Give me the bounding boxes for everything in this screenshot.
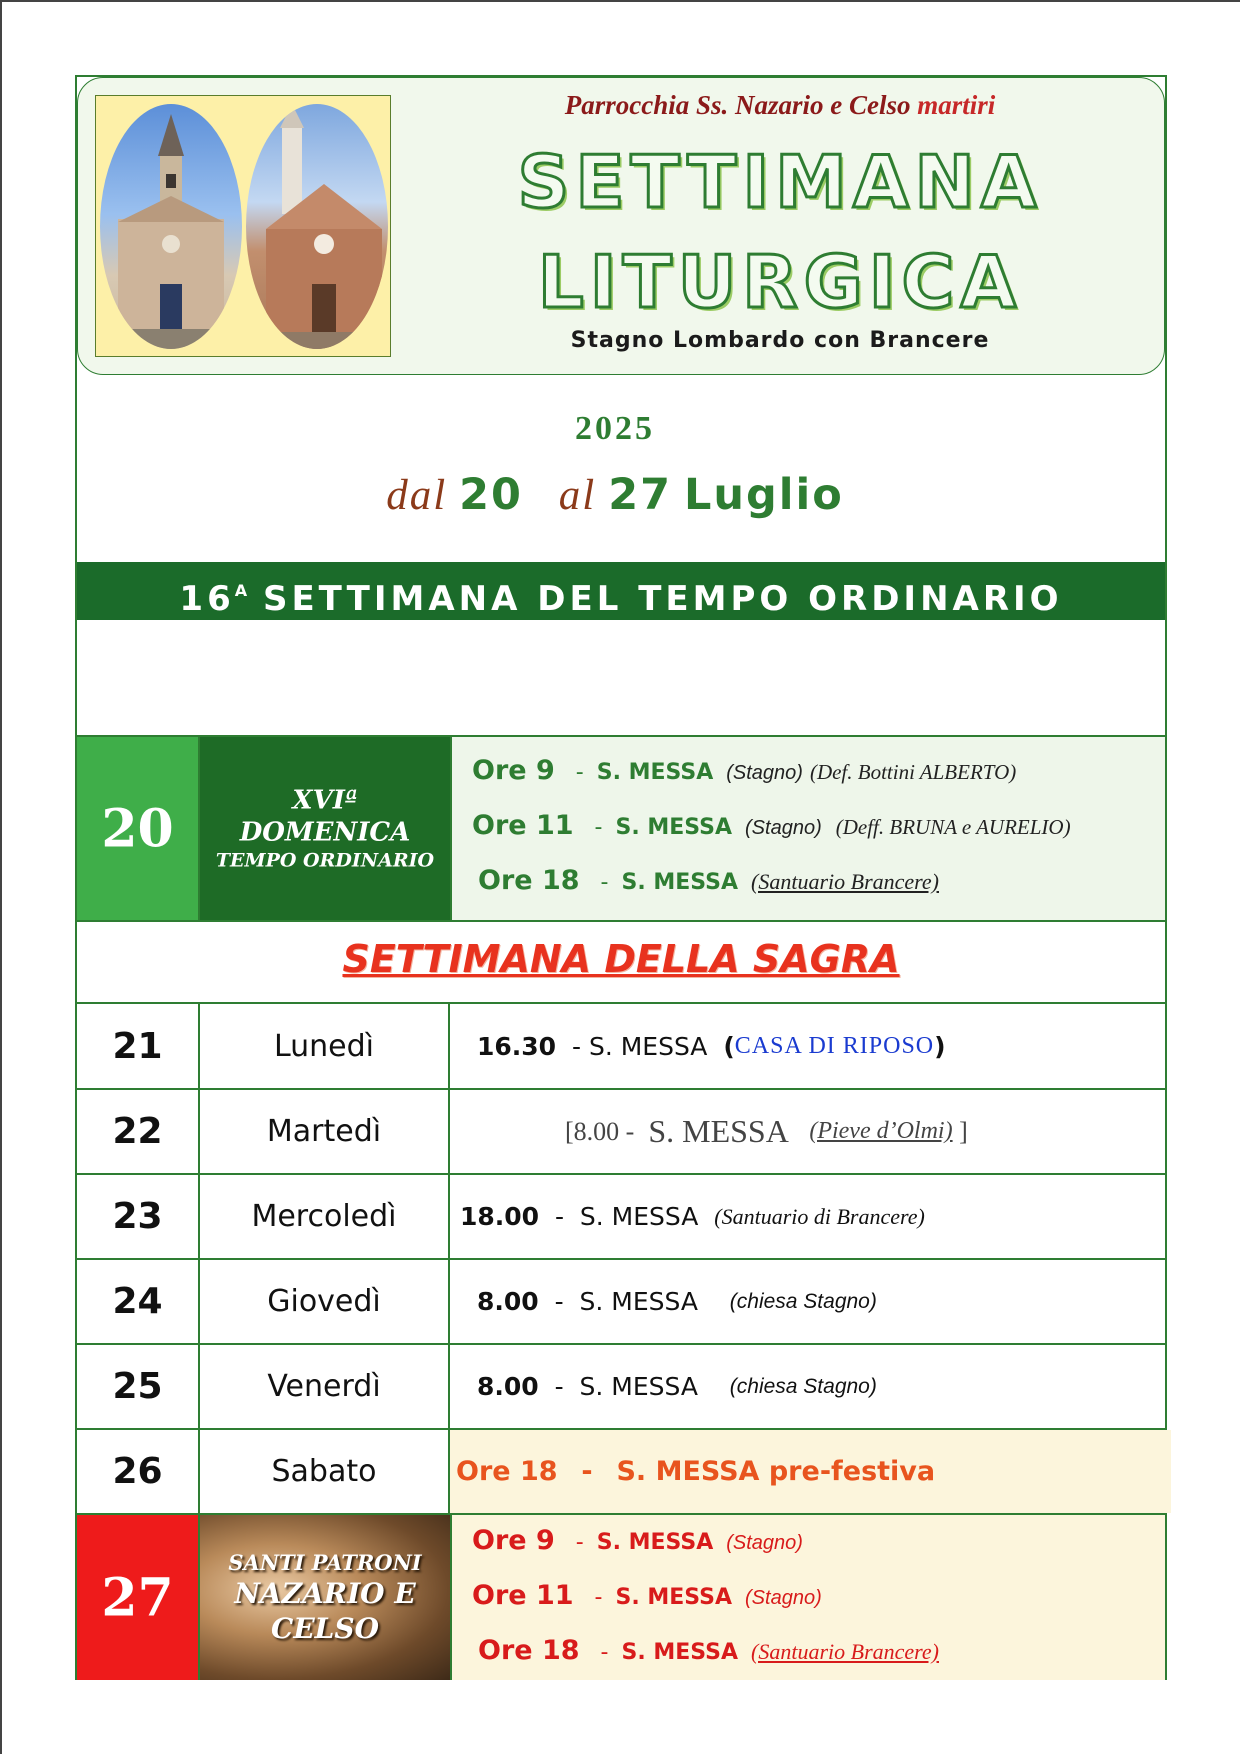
mass-line <box>478 1635 939 1666</box>
mass-label: S. MESSA <box>615 815 733 840</box>
mass-place: CASA DI RIPOSO <box>734 1032 935 1059</box>
day-row <box>77 1345 1165 1428</box>
mass-line <box>472 810 1071 841</box>
mass-place: (Pieve d’Olmi) <box>809 1118 953 1144</box>
mass-label: S. MESSA <box>621 1640 739 1665</box>
sunday-feast <box>200 784 450 873</box>
day-number: 25 <box>77 1345 200 1428</box>
parish-name <box>400 90 1160 121</box>
church-photo-left <box>100 104 242 349</box>
mass-note: (Deff. BRUNA e AURELIO) <box>835 815 1071 839</box>
dash: - <box>594 1585 603 1610</box>
sagra-title-text: SETTIMANA DELLA SAGRA <box>342 937 900 981</box>
week-text: SETTIMANA DEL TEMPO ORDINARIO <box>262 579 1063 619</box>
paren-open: ( <box>723 1031 735 1061</box>
mass-label: S. MESSA <box>648 1113 789 1149</box>
day-mass <box>450 1430 1171 1513</box>
title-line-1: SETTIMANA <box>517 140 1043 224</box>
mass-label: S. MESSA <box>579 1202 699 1231</box>
title-line-2: LITURGICA <box>537 240 1023 324</box>
date-range <box>300 470 930 520</box>
feast-line-2: DOMENICA <box>239 817 411 848</box>
dash: - <box>600 1640 609 1665</box>
patron-day-cell <box>77 1515 200 1680</box>
mass-place: (Stagno) <box>745 1587 822 1609</box>
patron-line-2: NAZARIO E <box>234 1576 416 1610</box>
day-name: Venerdì <box>200 1345 450 1428</box>
mass-place: (Stagno) <box>745 817 822 839</box>
page-edge-left <box>0 0 2 1754</box>
day-row <box>77 1430 1165 1513</box>
feast-line-3: TEMPO ORDINARIO <box>215 849 435 872</box>
mass-label: S. MESSA <box>588 1031 708 1061</box>
sunday-masses <box>450 737 1165 920</box>
from-day: 20 <box>459 470 523 520</box>
feast-line-1: XVIª <box>292 785 358 816</box>
sagra-title <box>77 918 1165 1000</box>
mass-time: 16.30 <box>477 1031 557 1061</box>
year: 2025 <box>575 410 655 447</box>
to-day: 27 <box>608 470 673 520</box>
mass-label: S. MESSA <box>615 1585 733 1610</box>
mass-label: S. MESSA <box>621 870 739 895</box>
day-row <box>77 1260 1165 1343</box>
mass-note: (Def. Bottini ALBERTO) <box>809 760 1017 784</box>
day-row <box>77 1004 1165 1088</box>
church-photo-right <box>246 104 388 349</box>
mass-line <box>472 1525 803 1556</box>
patron-day-number: 27 <box>101 1567 174 1628</box>
mass-time: 18.00 <box>460 1202 540 1231</box>
dash: - <box>575 1530 584 1555</box>
dash: - <box>554 1372 564 1401</box>
mass-time: Ore 9 <box>472 755 555 786</box>
dash: - <box>575 760 584 785</box>
day-row <box>77 1175 1165 1258</box>
day-number: 24 <box>77 1260 200 1343</box>
day-number: 23 <box>77 1175 200 1258</box>
day-row <box>77 1090 1165 1173</box>
day-mass <box>450 1004 1192 1088</box>
day-name: Martedì <box>200 1090 450 1173</box>
mass-place: (Stagno) <box>726 1532 803 1554</box>
mass-line <box>472 1580 822 1611</box>
patron-line-1: SANTI PATRONI <box>228 1549 422 1575</box>
dash: - <box>581 1456 593 1487</box>
dash: - <box>554 1287 564 1316</box>
dash: - <box>594 815 603 840</box>
day-mass <box>450 1090 1240 1173</box>
page-edge-top <box>0 0 1240 2</box>
parish-prefix: Parrocchia Ss. Nazario e Celso <box>564 90 911 120</box>
saints-painting <box>200 1515 450 1680</box>
mass-time: Ore 11 <box>472 1580 574 1611</box>
mass-time: Ore 18 <box>456 1456 558 1487</box>
mass-prefix: [8.00 - <box>565 1116 635 1146</box>
day-number: 21 <box>77 1004 200 1088</box>
day-name: Lunedì <box>200 1004 450 1088</box>
paren-close: ) <box>934 1031 946 1061</box>
parish-suffix: martiri <box>917 90 996 120</box>
mass-time: Ore 18 <box>478 865 580 896</box>
mass-place: (Stagno) <box>726 762 803 784</box>
day-name: Sabato <box>200 1430 450 1513</box>
mass-line <box>472 755 1016 786</box>
mass-time: 8.00 <box>477 1372 539 1401</box>
mass-time: 8.00 <box>477 1287 539 1316</box>
from-word: dal <box>386 472 448 519</box>
patron-masses <box>450 1515 1165 1680</box>
mass-label: S. MESSA <box>596 1530 714 1555</box>
mass-label: S. MESSA <box>579 1287 698 1316</box>
week-sup: A <box>234 581 248 600</box>
week-number: 16 <box>179 579 235 619</box>
dash: - <box>554 1202 565 1231</box>
town-name: Stagno Lombardo con Brancere <box>570 328 990 353</box>
week-banner <box>77 562 1165 620</box>
mass-place: (Santuario Brancere) <box>751 869 939 894</box>
patron-line-3: CELSO <box>271 1611 379 1645</box>
mass-place: (Santuario Brancere) <box>751 1639 939 1664</box>
patron-feast <box>200 1549 450 1645</box>
sunday-row <box>77 737 1165 920</box>
mass-label: S. MESSA pre-festiva <box>616 1456 936 1487</box>
month: Luglio <box>683 470 844 520</box>
mass-label: S. MESSA <box>596 760 714 785</box>
dash: - <box>600 870 609 895</box>
day-mass <box>450 1260 1192 1343</box>
mass-time: Ore 11 <box>472 810 574 841</box>
day-number: 22 <box>77 1090 200 1173</box>
day-name: Giovedì <box>200 1260 450 1343</box>
sunday-feast-cell <box>200 737 450 920</box>
sunday-day-cell <box>77 737 200 920</box>
mass-suffix: ] <box>959 1116 968 1146</box>
to-word: al <box>558 472 597 519</box>
day-mass <box>450 1175 1175 1258</box>
mass-line <box>478 865 939 896</box>
patron-row <box>77 1515 1165 1680</box>
mass-time: Ore 9 <box>472 1525 555 1556</box>
mass-place: (Santuario di Brancere) <box>714 1203 925 1229</box>
mass-place: (chiesa Stagno) <box>729 1374 877 1398</box>
day-name: Mercoledì <box>200 1175 450 1258</box>
church-photos <box>95 95 391 357</box>
day-mass <box>450 1345 1192 1428</box>
mass-label: S. MESSA <box>579 1372 698 1401</box>
day-number: 26 <box>77 1430 200 1513</box>
mass-time: Ore 18 <box>478 1635 580 1666</box>
dash: - <box>571 1031 582 1061</box>
sunday-day-number: 20 <box>101 798 174 859</box>
mass-place: (chiesa Stagno) <box>729 1289 877 1313</box>
